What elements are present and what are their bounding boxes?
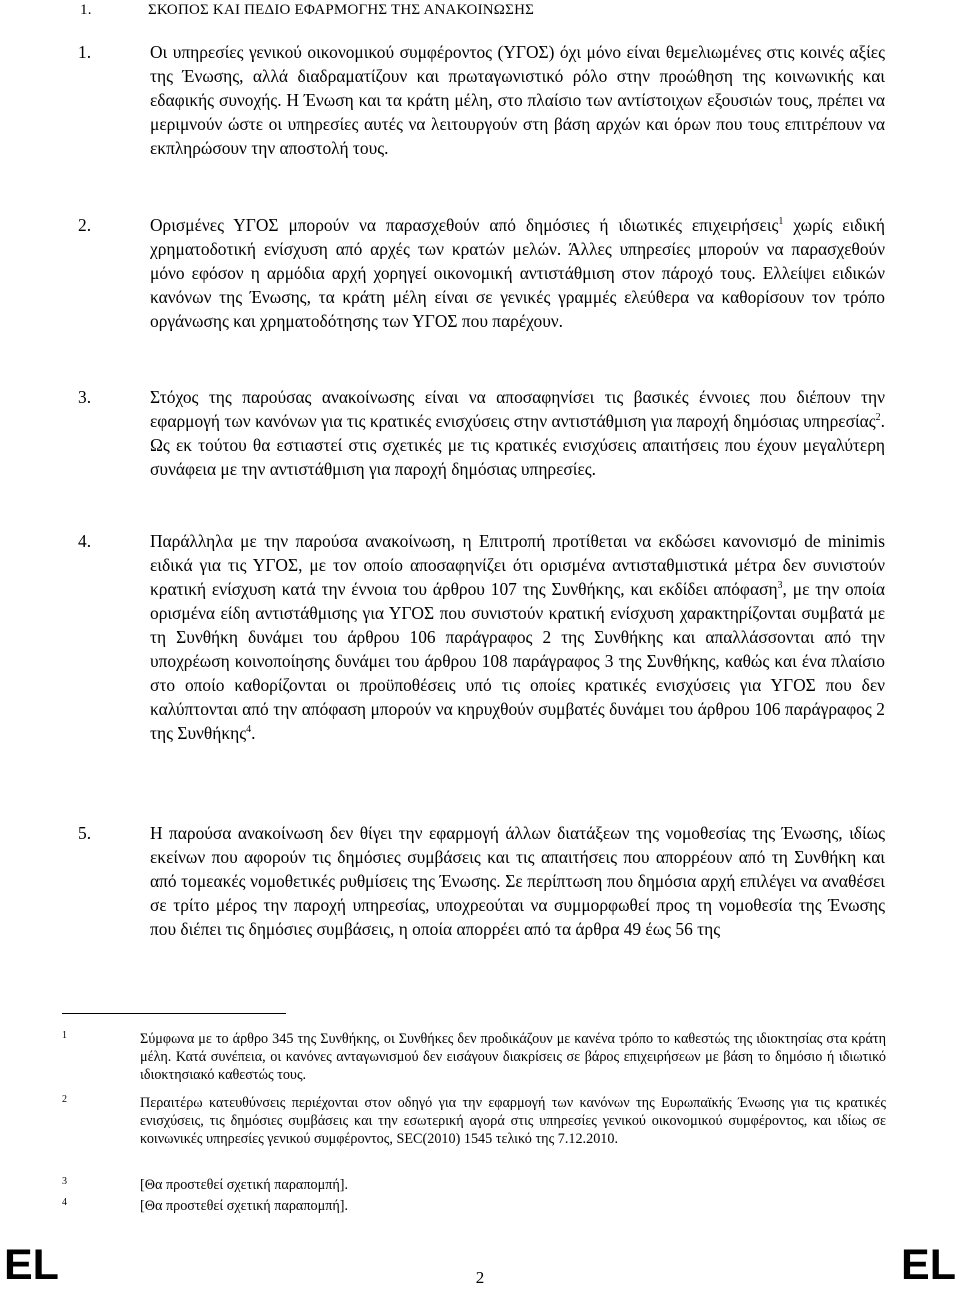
footnote-number: 2	[62, 1094, 67, 1105]
footnote-ref[interactable]: 1	[778, 216, 784, 228]
footnote-number: 3	[62, 1176, 67, 1187]
paragraph-number: 5.	[78, 823, 92, 843]
footnote-text: [Θα προστεθεί σχετική παραπομπή].	[140, 1177, 349, 1193]
language-mark-right: EL	[901, 1241, 956, 1289]
footnote-ref[interactable]: 3	[777, 580, 783, 592]
footnote-separator	[62, 1013, 286, 1014]
paragraph-text-part: Ορισμένες ΥΓΟΣ μπορούν να παρασχεθούν από δημόσιες ή ιδιωτικές επιχειρήσεις	[150, 215, 779, 235]
paragraph-text	[150, 40, 885, 160]
paragraph-4	[78, 529, 885, 745]
section-title: ΣΚΟΠΟΣ ΚΑΙ ΠΕΔΙΟ ΕΦΑΡΜΟΓΗΣ ΤΗΣ ΑΝΑΚΟΙΝΩΣΗΣ	[148, 2, 535, 18]
language-mark-left: EL	[4, 1241, 59, 1289]
paragraph-text	[150, 385, 885, 481]
footnote-3	[62, 1176, 886, 1194]
paragraph-text	[150, 213, 885, 333]
section-number: 1.	[80, 2, 92, 18]
footnote-ref[interactable]: 4	[246, 724, 252, 736]
paragraph-2	[78, 213, 885, 333]
footnote-2	[62, 1094, 886, 1148]
paragraph-text-part: Η παρούσα ανακοίνωση δεν θίγει την εφαρμογή άλλων διατάξεων της νομοθεσίας της Ένωσης, ιδίως εκείνων που αφορούν τις δημόσιες συμβάσεις και τις απαιτήσεις που απορρέουν από τη Συνθήκη και από τομεακές νομοθετικές ρυθμίσεις της Ένωσης. Σε περίπτωση που δημόσια αρχή επιλέγει να αναθέσει σε τρίτο μέρος την παροχή υπηρεσίας, υποχρεούται να συμμορφωθεί προς τη νομοθεσία της Ένωσης που διέπει τις δημόσιες συμβάσεις, η οποία απορρέει από τα άρθρα 49 έως 56 της	[150, 823, 885, 939]
footnote-ref[interactable]: 2	[875, 412, 881, 424]
paragraph-text-part: Οι υπηρεσίες γενικού οικονομικού συμφέροντος (ΥΓΟΣ) όχι μόνο είναι θεμελιωμένες στις κοινές αξίες της Ένωσης, αλλά διαδραματίζουν και πρωταγωνιστικό ρόλο στην προώθηση της κοινωνικής και εδαφικής συνοχής. Η Ένωση και τα κράτη μέλη, στο πλαίσιο των αντίστοιχων εξουσιών τους, πρέπει να μεριμνούν ώστε οι υπηρεσίες αυτές να λειτουργούν στη βάση αρχών και όρων που τους επιτρέπουν να εκπληρώσουν την αποστολή τους.	[150, 42, 885, 158]
paragraph-text	[150, 821, 885, 941]
page-number: 2	[475, 1268, 485, 1287]
paragraph-text-part: , με την οποία ορισμένα είδη αντιστάθμισης για ΥΓΟΣ που συνιστούν κρατική ενίσχυση χαρακτηρίζονται συμβατά με τη Συνθήκη δυνάμει του άρθρου 106 παράγραφος 2 της Συνθήκης και απαλλάσσονται από την υποχρέωση κοινοποίησης δυνάμει του άρθρου 108 παράγραφος 3 της Συνθήκης, καθώς και ένα πλαίσιο στο οποίο καθορίζονται οι προϋποθέσεις υπό τις οποίες κρατικές ενισχύσεις για ΥΓΟΣ που δεν καλύπτονται από την απόφαση μπορούν να κηρυχθούν συμβατές δυνάμει του άρθρου 106 παράγραφος 2 της Συνθήκης	[150, 579, 885, 743]
footnote-text: [Θα προστεθεί σχετική παραπομπή].	[140, 1198, 349, 1214]
paragraph-5	[78, 821, 885, 941]
paragraph-text-part: .	[251, 723, 256, 743]
paragraph-number: 2.	[78, 215, 92, 235]
paragraph-text-part: Στόχος της παρούσας ανακοίνωσης είναι να αποσαφηνίσει τις βασικές έννοιες που διέπουν την εφαρμογή των κανόνων για τις κρατικές ενισχύσεις στην αντιστάθμιση για παροχή δημόσιας υπηρεσίας	[150, 387, 885, 431]
section-heading	[80, 2, 534, 19]
paragraph-3	[78, 385, 885, 481]
footnote-number: 4	[62, 1197, 67, 1208]
footnote-4	[62, 1197, 886, 1215]
footnote-text: Σύμφωνα με το άρθρο 345 της Συνθήκης, οι Συνθήκες δεν προδικάζουν με κανένα τρόπο το καθεστώς της ιδιοκτησίας στα κράτη μέλη. Κατά συνέπεια, οι κανόνες ανταγωνισμού δεν εισάγουν διακρίσεις σε βάρος επιχειρήσεων με βάση το δημόσιο ή ιδιωτικό ιδιοκτησιακό καθεστώς τους.	[140, 1031, 886, 1083]
paragraph-1	[78, 40, 885, 160]
paragraph-text-part: χωρίς ειδική χρηματοδοτική ενίσχυση από αρχές των κρατών μελών. Άλλες υπηρεσίες μπορούν να παρασχεθούν μόνο εφόσον η αρμόδια αρχή χορηγεί οικονομική αντιστάθμιση στον πάροχό τους. Ελλείψει ειδικών κανόνων της Ένωσης, τα κράτη μέλη είναι σε γενικές γραμμές ελεύθερα να καθορίσουν τον τρόπο οργάνωσης και χρηματοδότησης των ΥΓΟΣ που παρέχουν.	[150, 215, 885, 331]
paragraph-text	[150, 529, 885, 745]
paragraph-text-part: . Ως εκ τούτου θα εστιαστεί στις σχετικές με τις κρατικές ενισχύσεις απαιτήσεις που έχουν μεγαλύτερη συνάφεια με την αντιστάθμιση για παροχή δημόσιας υπηρεσίες.	[150, 411, 885, 479]
footnote-text: Περαιτέρω κατευθύνσεις περιέχονται στον οδηγό για την εφαρμογή των κανόνων της Ευρωπαϊκής Ένωσης για τις κρατικές ενισχύσεις, τις δημόσιες συμβάσεις και την εσωτερική αγορά στις υπηρεσίες γενικού οικονομικού συμφέροντος, και ιδίως σε κοινωνικές υπηρεσίες γενικού συμφέροντος, SEC(2010) 1545 τελικό της 7.12.2010.	[140, 1095, 886, 1147]
footnote-number: 1	[62, 1030, 67, 1041]
paragraph-text-part: Παράλληλα με την παρούσα ανακοίνωση, η Επιτροπή προτίθεται να εκδώσει κανονισμό de minimis ειδικά για τις ΥΓΟΣ, με τον οποίο αποσαφηνίζει ότι ορισμένα αντισταθμιστικά μέτρα δεν συνιστούν κρατική ενίσχυση κατά την έννοια του άρθρου 107 της Συνθήκης, και εκδίδει απόφαση	[150, 531, 885, 599]
paragraph-number: 3.	[78, 387, 92, 407]
footnote-1	[62, 1030, 886, 1084]
paragraph-number: 4.	[78, 531, 92, 551]
paragraph-number: 1.	[78, 42, 92, 62]
